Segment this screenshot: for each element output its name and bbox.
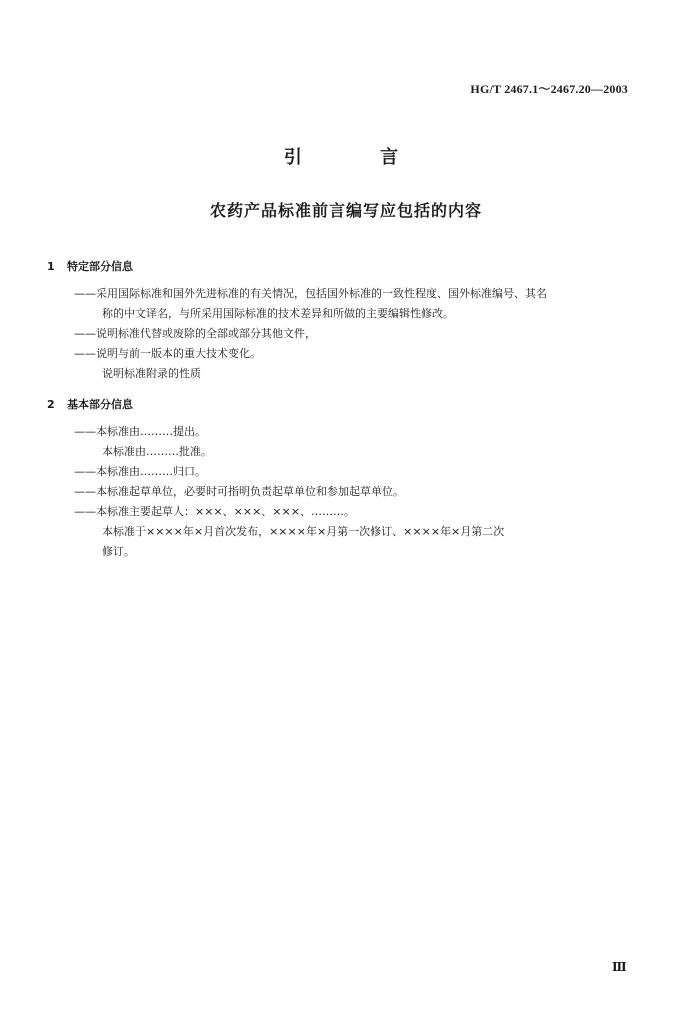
section-body-1 [74,284,644,384]
section-title: 基本部分信息 [67,398,133,411]
section-body-2 [74,422,644,562]
body-line: ——本标准由………提出。 [74,425,206,438]
body-line: ——本标准起草单位，必要时可指明负责起草单位和参加起草单位。 [74,485,404,498]
section-number: 2 [47,398,55,411]
body-line: 称的中文译名，与所采用国际标准的技术差异和所做的主要编辑性修改。 [102,307,454,320]
section-number: 1 [47,260,55,273]
section-heading-1 [47,258,133,274]
page-number: Ⅲ [612,960,627,974]
body-line: 修订。 [102,545,135,558]
body-line: 本标准由………批准。 [102,445,212,458]
body-line: ——说明标准代替或废除的全部或部分其他文件， [74,327,316,340]
body-line: ——本标准主要起草人：×××、×××、×××、………。 [74,505,355,518]
body-line: ——本标准由………归口。 [74,465,206,478]
body-line: ——采用国际标准和国外先进标准的有关情况，包括国外标准的一致性程度、国外标准编号、其名 [74,287,547,300]
section-heading-2 [47,396,133,412]
section-title: 特定部分信息 [67,260,133,273]
body-line: ——说明与前一版本的重大技术变化。 [74,347,261,360]
page-subtitle: 农药产品标准前言编写应包括的内容 [209,201,482,220]
body-line: 说明标准附录的性质 [102,367,201,380]
standard-number: HG/T 2467.1～2467.20—2003 [470,82,628,96]
body-line: 本标准于××××年×月首次发布，××××年×月第一次修订、××××年×月第二次 [102,525,505,538]
page-title: 引 言 [283,147,435,168]
